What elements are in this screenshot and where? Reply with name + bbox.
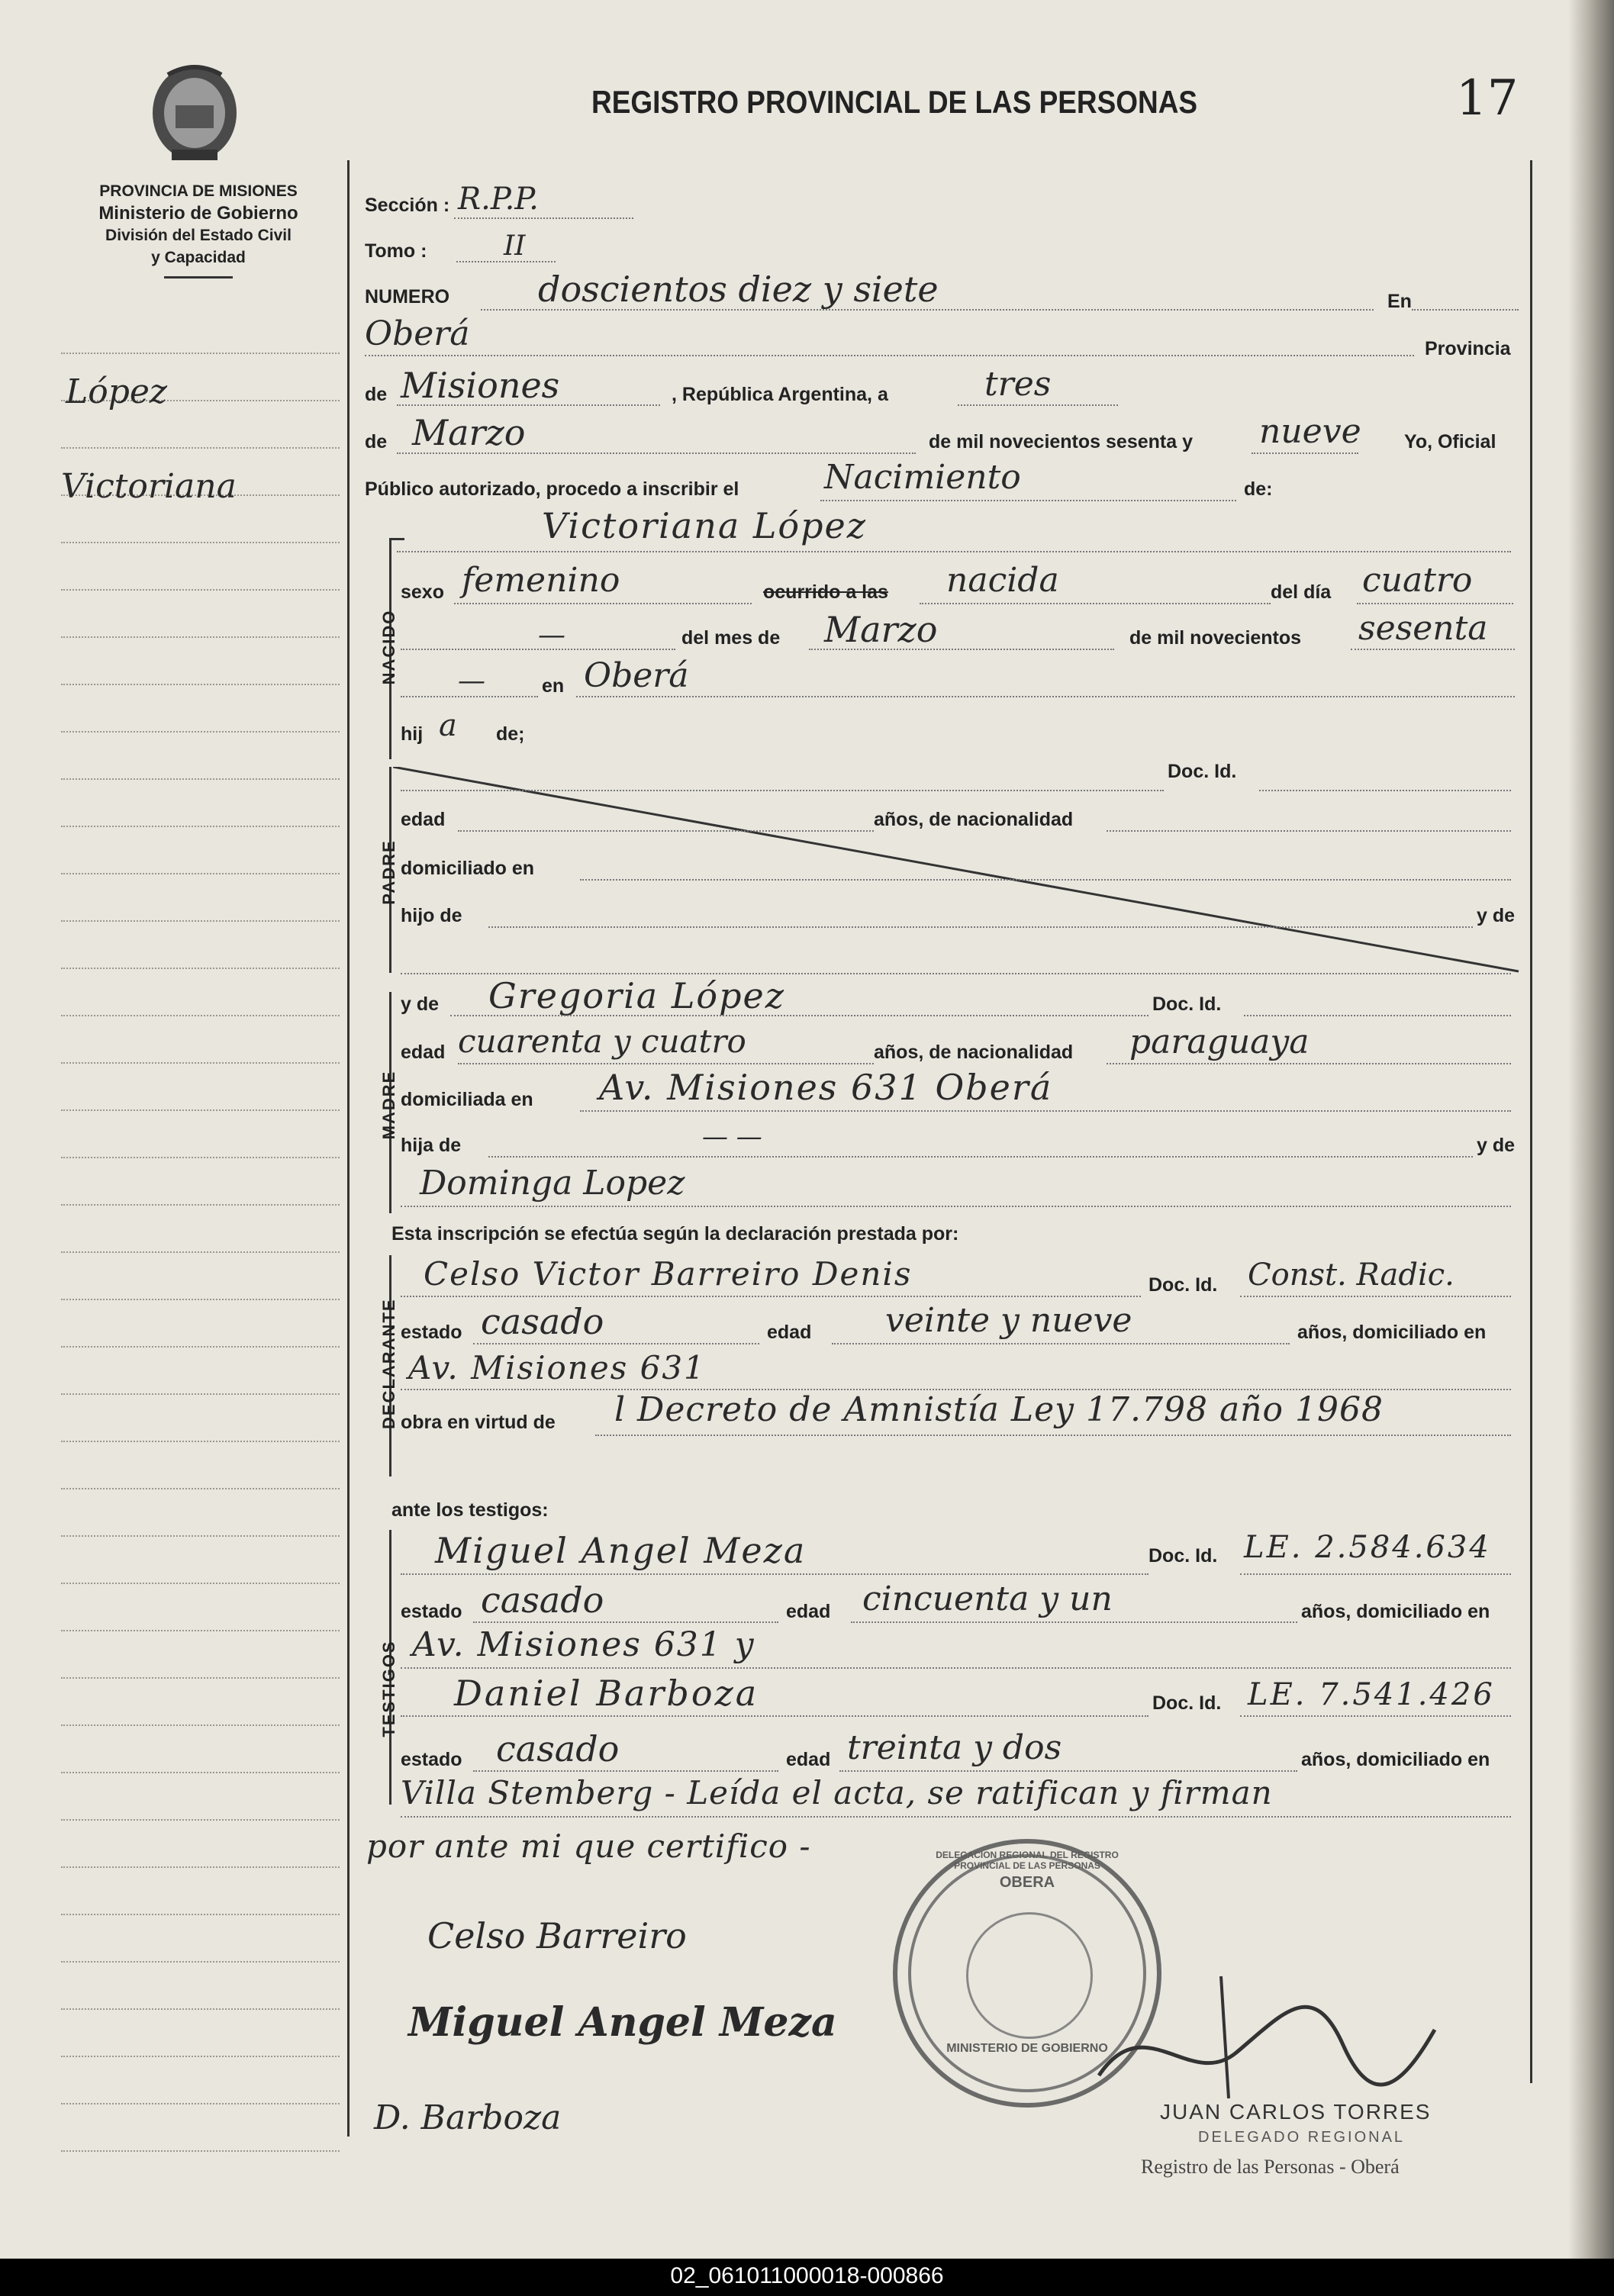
left-margin-rule bbox=[61, 731, 340, 733]
inscripto-name: Victoriana López bbox=[542, 505, 868, 546]
lugar-line-a bbox=[401, 696, 538, 697]
seccion-line bbox=[454, 217, 633, 219]
org-line-3: División del Estado Civil bbox=[105, 227, 292, 244]
testigo2-edad: treinta y dos bbox=[847, 1728, 1062, 1767]
seal-top-text: OBERA bbox=[999, 1874, 1055, 1891]
left-given-name: Victoriana bbox=[61, 467, 237, 506]
testigo1-doc-label: Doc. Id. bbox=[1148, 1545, 1218, 1567]
hij-value: a bbox=[439, 708, 457, 743]
dia-value: cuatro bbox=[1362, 561, 1473, 600]
page-title: REGISTRO PROVINCIAL DE LAS PERSONAS bbox=[591, 84, 1198, 120]
sexo-value: femenino bbox=[462, 561, 620, 600]
ocurrido-line bbox=[920, 603, 1271, 604]
padre-dom-line bbox=[580, 879, 1511, 881]
mes-line-b bbox=[809, 649, 1114, 650]
signature-1: Celso Barreiro bbox=[427, 1915, 687, 1956]
de-label: de bbox=[365, 384, 388, 405]
left-margin-rule bbox=[61, 1583, 340, 1584]
seccion-value: R.P.P. bbox=[458, 182, 539, 217]
acto-value: Nacimiento bbox=[824, 458, 1021, 497]
left-margin-rule bbox=[61, 1961, 340, 1963]
declarante-nombre: Celso Victor Barreiro Denis bbox=[424, 1255, 913, 1293]
padre-crossout bbox=[393, 767, 1522, 973]
declarante-estado-label: estado bbox=[401, 1322, 462, 1343]
left-margin-rule bbox=[61, 1819, 340, 1821]
testigo1-doc: LE. 2.584.634 bbox=[1244, 1530, 1491, 1565]
dash-1: — bbox=[538, 620, 565, 651]
testigo2-anios-label: años, domiciliado en bbox=[1301, 1749, 1490, 1770]
madre-anios-label: años, de nacionalidad bbox=[874, 1042, 1074, 1063]
left-margin-rule bbox=[61, 353, 340, 354]
left-margin-rule bbox=[61, 589, 340, 591]
left-margin-rule bbox=[61, 2056, 340, 2057]
testigo1-estado-line bbox=[473, 1621, 778, 1623]
left-margin-rule bbox=[61, 1204, 340, 1206]
cierre-text: por ante mi que certifico - bbox=[366, 1827, 811, 1865]
declarante-edad-value: veinte y nueve bbox=[885, 1301, 1132, 1340]
numero-line bbox=[481, 309, 1374, 311]
declarante-doc-line bbox=[1240, 1296, 1511, 1297]
publico-label: Público autorizado, procedo a inscribir el bbox=[365, 478, 739, 500]
provincia-line bbox=[397, 404, 660, 406]
main-right-border bbox=[1530, 160, 1532, 2083]
org-line-1: PROVINCIA DE MISIONES bbox=[99, 182, 298, 200]
madre-nac-line bbox=[1107, 1063, 1511, 1064]
padre-doc-label: Doc. Id. bbox=[1168, 761, 1237, 782]
testigo2-doc-line bbox=[1240, 1715, 1511, 1717]
republica-label: , República Argentina, a bbox=[672, 384, 888, 405]
en-label: En bbox=[1387, 291, 1412, 312]
madre-domicilio-label: domiciliada en bbox=[401, 1089, 533, 1110]
testigo1-edad-label: edad bbox=[786, 1601, 831, 1622]
nacido-bracket-top bbox=[389, 538, 404, 540]
testigo1-domicilio: Av. Misiones 631 y bbox=[412, 1625, 755, 1664]
en-line bbox=[1412, 309, 1519, 311]
left-margin-rule bbox=[61, 1393, 340, 1395]
ocurrido-label: ocurrido a las bbox=[763, 581, 888, 603]
declarante-nombre-line bbox=[401, 1296, 1141, 1297]
left-margin-rule bbox=[61, 1677, 340, 1679]
padre-hijo-label: hijo de bbox=[401, 905, 462, 926]
madre-hija-dash: — — bbox=[702, 1122, 762, 1152]
testigo2-estado-line bbox=[473, 1770, 778, 1772]
left-margin-rule bbox=[61, 1488, 340, 1489]
testigo2-domicilio: Villa Stemberg - Leída el acta, se ratifican y firman bbox=[401, 1774, 1273, 1811]
padre-domicilio-label: domiciliado en bbox=[401, 858, 535, 879]
declarante-intro: Esta inscripción se efectúa según la declaración prestada por: bbox=[391, 1223, 959, 1245]
left-margin-rule bbox=[61, 1346, 340, 1348]
left-margin-rule bbox=[61, 2008, 340, 2010]
left-margin-rule bbox=[61, 1109, 340, 1111]
left-margin-rule bbox=[61, 778, 340, 780]
testigo2-estado-label: estado bbox=[401, 1749, 462, 1770]
testigo2-doc: LE. 7.541.426 bbox=[1248, 1677, 1495, 1712]
left-margin-rule bbox=[61, 1441, 340, 1442]
left-margin-rule bbox=[61, 542, 340, 543]
left-margin-rule bbox=[61, 1724, 340, 1726]
book-binding bbox=[1568, 0, 1614, 2259]
testigo1-dom-line bbox=[401, 1667, 1511, 1669]
obra-label: obra en virtud de bbox=[401, 1412, 556, 1433]
madre-hija-line bbox=[488, 1156, 1473, 1158]
year-line bbox=[1252, 452, 1358, 454]
oficial-cargo: DELEGADO REGIONAL bbox=[1198, 2129, 1406, 2146]
padre-edad-label: edad bbox=[401, 809, 446, 830]
padre-name-line bbox=[401, 790, 1164, 791]
left-margin-rule bbox=[61, 1772, 340, 1773]
left-margin-rule bbox=[61, 968, 340, 969]
madre-domicilio-value: Av. Misiones 631 Oberá bbox=[599, 1067, 1053, 1108]
declarante-domicilio: Av. Misiones 631 bbox=[408, 1349, 706, 1386]
ocurrido-value: nacida bbox=[946, 561, 1059, 600]
left-margin-rule bbox=[61, 1157, 340, 1158]
testigo2-edad-label: edad bbox=[786, 1749, 831, 1770]
testigo1-nombre-line bbox=[401, 1573, 1148, 1575]
testigo1-doc-line bbox=[1240, 1573, 1511, 1575]
left-margin-rule bbox=[61, 684, 340, 685]
testigo2-doc-label: Doc. Id. bbox=[1152, 1692, 1222, 1714]
left-margin-rule bbox=[61, 1630, 340, 1631]
org-line-4: y Capacidad bbox=[151, 249, 246, 266]
seccion-label: Sección : bbox=[365, 195, 450, 216]
signature-2: Miguel Angel Meza bbox=[408, 1999, 837, 2046]
declarante-estado-value: casado bbox=[481, 1301, 604, 1342]
del-dia-label: del día bbox=[1271, 581, 1332, 603]
madre-hija-label: hija de bbox=[401, 1135, 462, 1156]
main-left-border bbox=[347, 160, 350, 2137]
page-number: 17 bbox=[1456, 70, 1519, 127]
numero-value: doscientos diez y siete bbox=[538, 269, 939, 310]
left-margin-rule bbox=[61, 2150, 340, 2152]
madre-nac-value: paraguaya bbox=[1129, 1022, 1310, 1061]
tomo-value: II bbox=[504, 230, 526, 262]
madre-edad-line bbox=[458, 1063, 874, 1064]
left-margin-rule bbox=[61, 920, 340, 922]
left-surname: López bbox=[66, 372, 168, 411]
de-label-2: de bbox=[365, 431, 388, 452]
tomo-line bbox=[456, 261, 556, 262]
numero-label: NUMERO bbox=[365, 286, 450, 308]
tomo-label: Tomo : bbox=[365, 240, 427, 262]
declarante-doc-value: Const. Radic. bbox=[1248, 1257, 1455, 1293]
testigo2-nombre: Daniel Barboza bbox=[454, 1673, 759, 1714]
anio-line bbox=[1351, 649, 1515, 650]
image-id-label: 02_061011000018-000866 bbox=[670, 2263, 944, 2288]
signature-3: D. Barboza bbox=[374, 2098, 562, 2137]
provincia-value: Misiones bbox=[401, 365, 560, 406]
madre-doc-label: Doc. Id. bbox=[1152, 993, 1222, 1015]
org-block bbox=[61, 180, 336, 279]
padre-nac-line bbox=[1107, 830, 1511, 832]
nacido-label: NACIDO bbox=[379, 609, 398, 685]
madre-nombre-line bbox=[450, 1015, 1148, 1016]
lugar-value: Oberá bbox=[584, 656, 689, 695]
padre-y-de-label: y de bbox=[1477, 905, 1516, 926]
left-margin-rule bbox=[61, 1535, 340, 1537]
mes-line-a bbox=[401, 649, 675, 650]
org-line-2: Ministerio de Gobierno bbox=[98, 203, 298, 224]
madre-madre: Dominga Lopez bbox=[420, 1164, 685, 1203]
left-margin-rule bbox=[61, 636, 340, 638]
coat-of-arms-icon bbox=[145, 60, 244, 166]
testigo1-nombre: Miguel Angel Meza bbox=[435, 1530, 807, 1571]
hij-label: hij bbox=[401, 723, 424, 745]
declarante-edad-line bbox=[832, 1343, 1290, 1344]
declarante-estado-line bbox=[473, 1343, 759, 1344]
inscripto-line bbox=[397, 551, 1511, 552]
mes-value: Marzo bbox=[824, 609, 938, 650]
oficial-label: Yo, Oficial bbox=[1404, 431, 1496, 452]
obra-line bbox=[595, 1435, 1511, 1436]
org-underline bbox=[164, 276, 233, 279]
left-margin-rule bbox=[61, 2103, 340, 2104]
testigo1-edad: cincuenta y un bbox=[862, 1580, 1113, 1618]
lugar-line-b bbox=[576, 696, 1515, 697]
place-line bbox=[365, 355, 1414, 356]
madre-dom-line bbox=[580, 1110, 1511, 1112]
madre-edad-label: edad bbox=[401, 1042, 446, 1063]
padre-label: PADRE bbox=[379, 839, 398, 905]
del-mes-label: del mes de bbox=[681, 627, 781, 649]
left-margin-rule bbox=[61, 1015, 340, 1016]
padre-edad-line bbox=[458, 830, 874, 832]
obra-value: l Decreto de Amnistía Ley 17.798 año 1968 bbox=[614, 1390, 1384, 1429]
testigo2-dom-line bbox=[401, 1816, 1511, 1818]
mil-label: de mil novecientos sesenta y bbox=[929, 431, 1193, 452]
left-margin-rule bbox=[61, 447, 340, 449]
sexo-line bbox=[454, 603, 752, 604]
oficial-registro: Registro de las Personas - Oberá bbox=[1141, 2156, 1400, 2178]
day-value: tres bbox=[984, 365, 1052, 404]
testigo1-estado: casado bbox=[481, 1580, 604, 1621]
padre-anios-label: años, de nacionalidad bbox=[874, 809, 1074, 830]
testigo2-estado: casado bbox=[496, 1728, 620, 1769]
declarante-edad-label: edad bbox=[767, 1322, 812, 1343]
testigo2-nombre-line bbox=[401, 1715, 1148, 1717]
seal-ring-text: DELEGACION REGIONAL DEL REGISTRO PROVINCIAL DE LAS PERSONAS bbox=[936, 1850, 1119, 1871]
testigo2-edad-line bbox=[839, 1770, 1297, 1772]
padre-doc-line bbox=[1259, 790, 1511, 791]
official-signature-icon bbox=[1084, 1961, 1511, 2114]
provincia-label: Provincia bbox=[1425, 338, 1511, 359]
madre-nombre: Gregoria López bbox=[488, 975, 785, 1016]
hij-de-label: de; bbox=[496, 723, 525, 745]
declarante-doc-label: Doc. Id. bbox=[1148, 1274, 1218, 1296]
de-colon: de: bbox=[1244, 478, 1273, 500]
oficial-nombre: JUAN CARLOS TORRES bbox=[1160, 2100, 1432, 2124]
month-line bbox=[397, 452, 916, 454]
declarante-anios-label: años, domiciliado en bbox=[1297, 1322, 1487, 1343]
madre-y-de2-label: y de bbox=[1477, 1135, 1516, 1156]
sexo-label: sexo bbox=[401, 581, 444, 603]
testigos-intro: ante los testigos: bbox=[391, 1499, 549, 1521]
seal-bottom-text: MINISTERIO DE GOBIERNO bbox=[946, 2042, 1108, 2055]
left-margin-rule bbox=[61, 1299, 340, 1300]
madre-doc-line bbox=[1244, 1015, 1511, 1016]
seal-emblem bbox=[966, 1912, 1093, 2039]
madre-madre-line bbox=[401, 1206, 1511, 1207]
testigo1-estado-label: estado bbox=[401, 1601, 462, 1622]
madre-edad-value: cuarenta y cuatro bbox=[458, 1022, 746, 1060]
testigos-label: TESTIGOS bbox=[379, 1640, 398, 1737]
left-margin-rule bbox=[61, 826, 340, 827]
place-value: Oberá bbox=[365, 314, 470, 353]
anio-value: sesenta bbox=[1358, 609, 1488, 648]
left-margin-rule bbox=[61, 1251, 340, 1253]
padre-hijo-line bbox=[488, 926, 1473, 928]
left-margin-rule bbox=[61, 1914, 340, 1915]
dia-line bbox=[1357, 603, 1513, 604]
madre-label: MADRE bbox=[379, 1070, 398, 1140]
dash-2: — bbox=[458, 665, 485, 697]
left-margin-rule bbox=[61, 873, 340, 874]
mil-nov-label: de mil novecientos bbox=[1129, 627, 1302, 649]
left-margin-rule bbox=[61, 1062, 340, 1064]
madre-y-de-label: y de bbox=[401, 993, 440, 1015]
day-line bbox=[958, 404, 1118, 406]
year-value: nueve bbox=[1259, 412, 1361, 451]
padre-last-line bbox=[401, 973, 1511, 974]
declarante-label: DECLARANTE bbox=[379, 1298, 398, 1429]
en-nacido-label: en bbox=[542, 675, 565, 697]
acto-line bbox=[820, 500, 1236, 501]
left-margin-rule bbox=[61, 1866, 340, 1868]
month-value: Marzo bbox=[412, 412, 526, 453]
testigo1-edad-line bbox=[851, 1621, 1297, 1623]
testigo1-anios-label: años, domiciliado en bbox=[1301, 1601, 1490, 1622]
